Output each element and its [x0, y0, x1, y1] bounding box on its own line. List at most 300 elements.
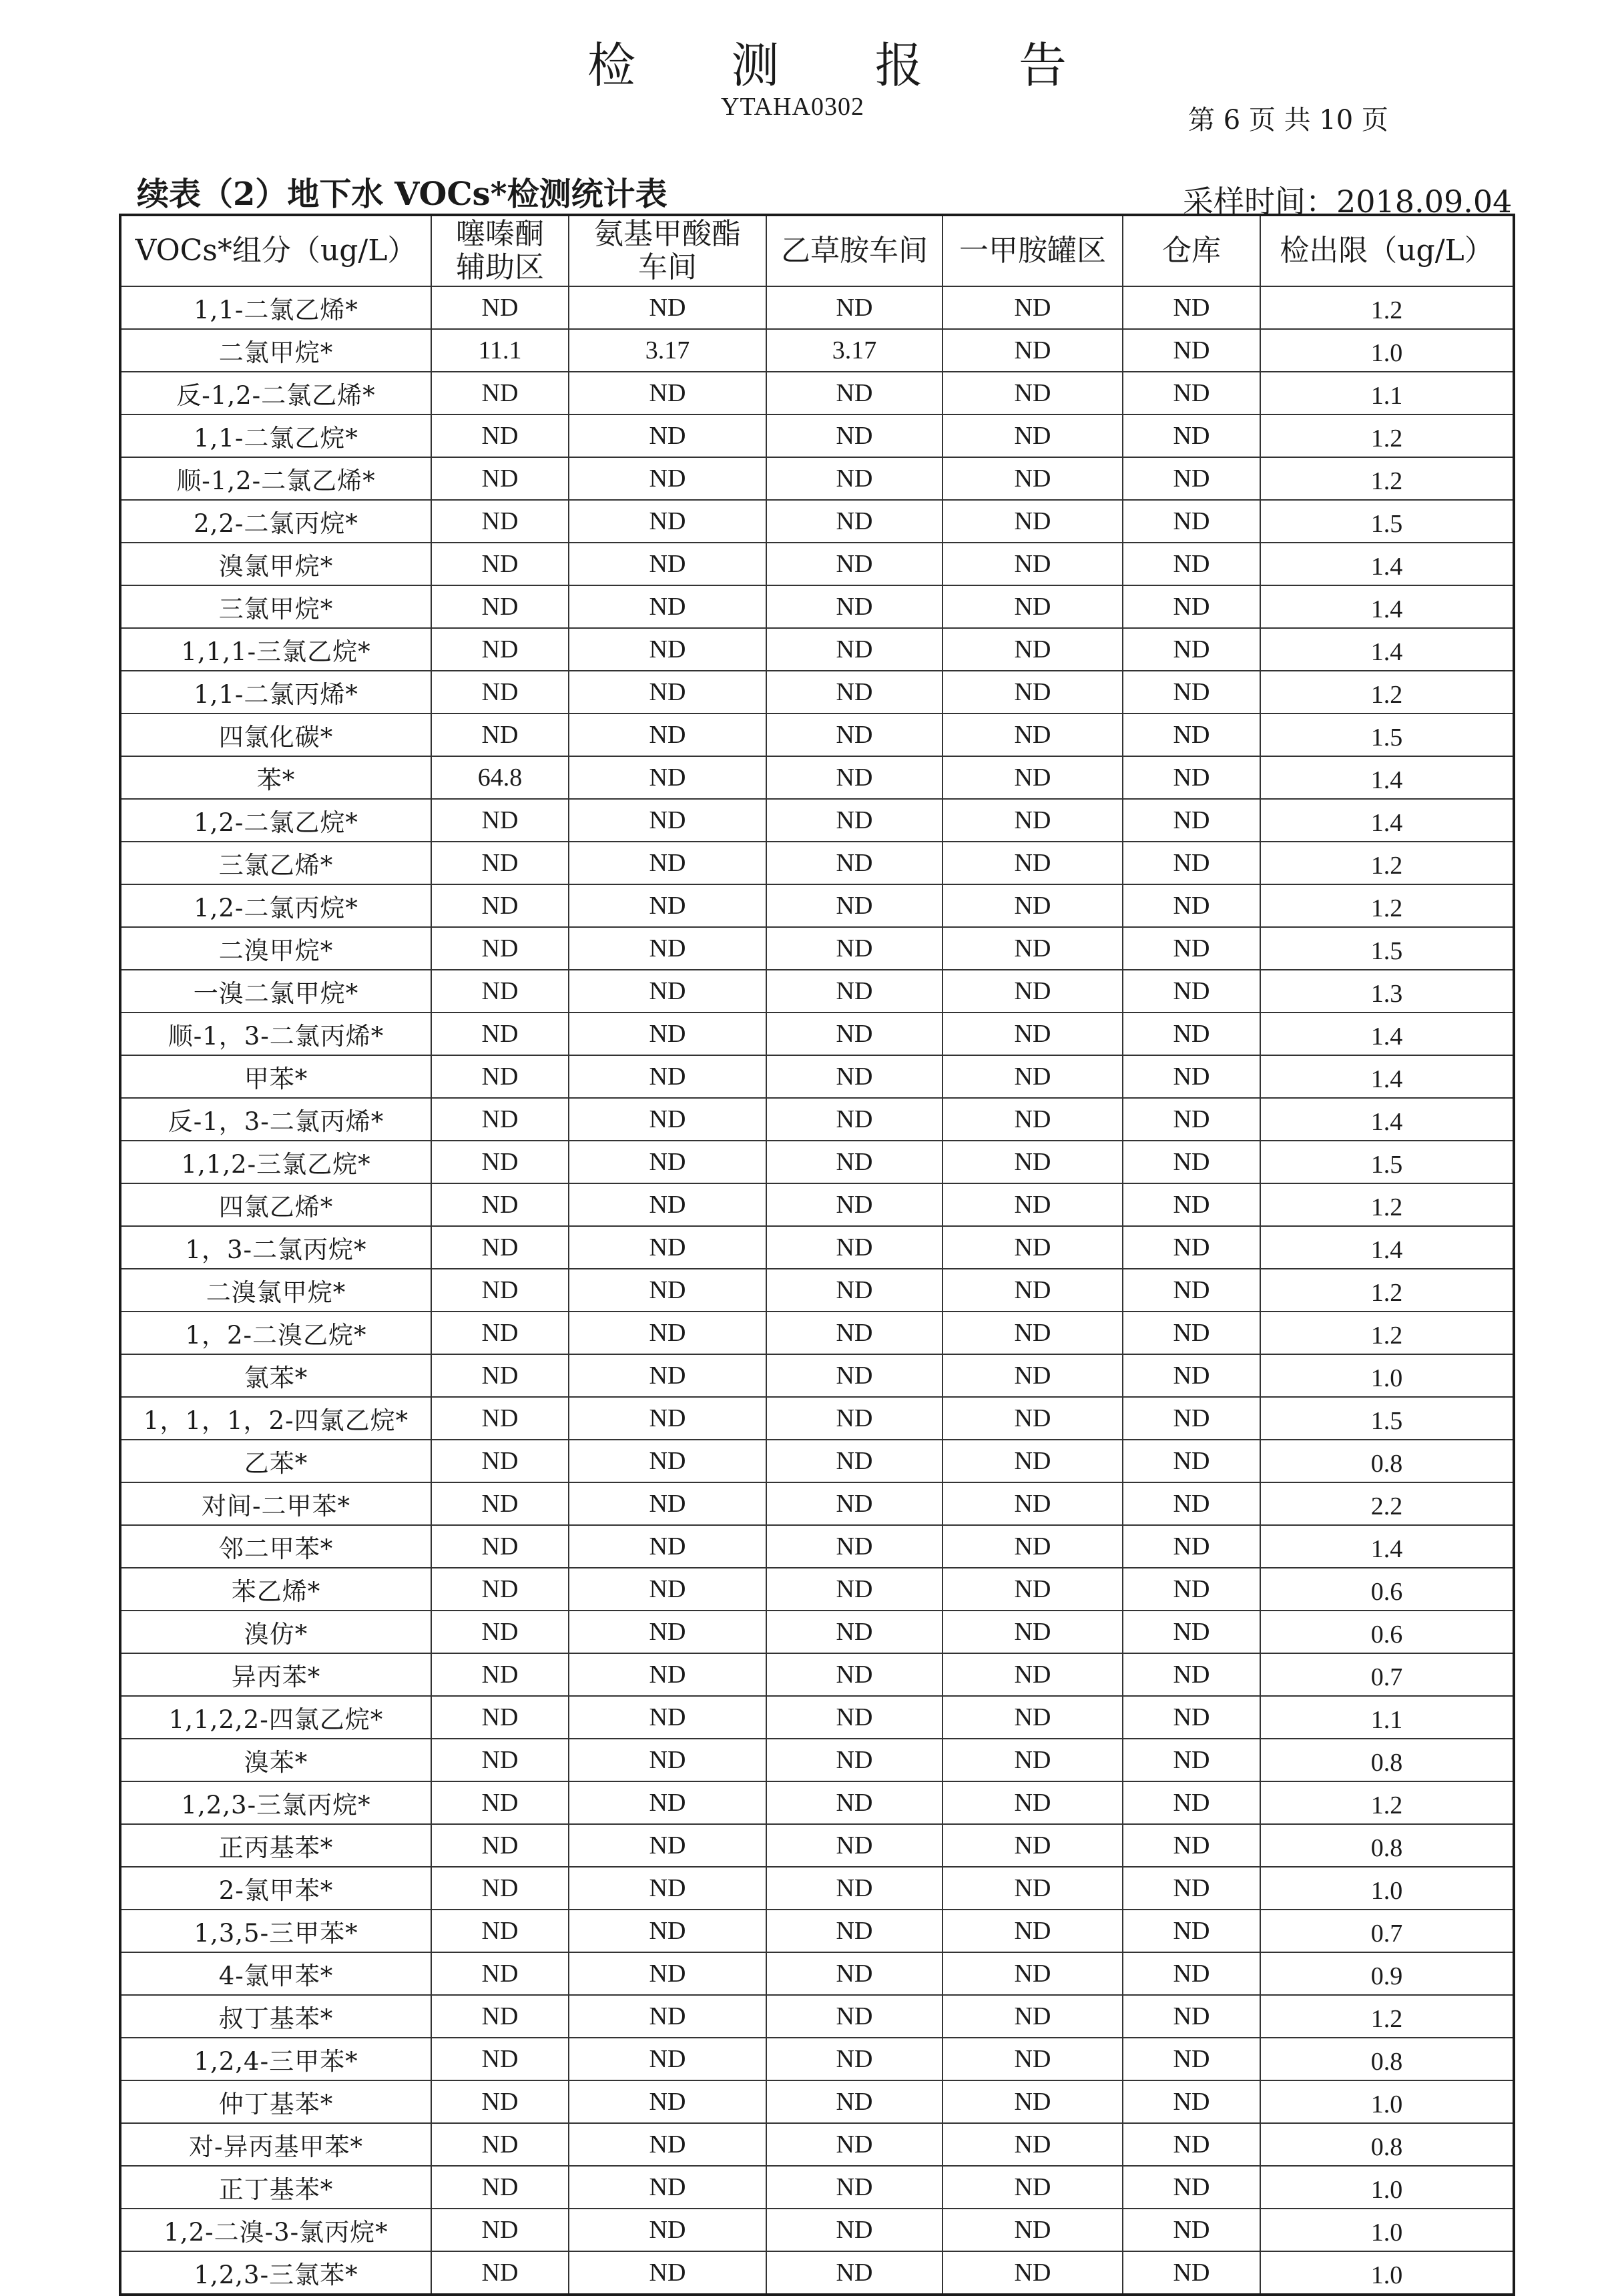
compound-name: 四氯化碳*: [120, 713, 431, 756]
detection-limit: 1.2: [1260, 1312, 1514, 1354]
result-cell: ND: [1123, 1397, 1260, 1440]
detection-limit: 1.4: [1260, 1098, 1514, 1141]
result-cell: ND: [1123, 2166, 1260, 2209]
table-row: [120, 1653, 1514, 1696]
result-cell: ND: [569, 2251, 766, 2295]
result-cell: ND: [569, 1055, 766, 1098]
result-cell: ND: [1123, 1739, 1260, 1781]
result-cell: ND: [943, 1141, 1123, 1183]
table-row: [120, 1354, 1514, 1397]
result-cell: ND: [569, 1312, 766, 1354]
compound-name: 反-1，3-二氯丙烯*: [120, 1098, 431, 1141]
result-cell: ND: [569, 1781, 766, 1824]
detection-limit: 1.0: [1260, 1354, 1514, 1397]
result-cell: ND: [766, 2166, 943, 2209]
title-char: 报: [874, 37, 924, 93]
compound-name: 溴苯*: [120, 1739, 431, 1781]
compound-name: 异丙苯*: [120, 1653, 431, 1696]
detection-limit: 1.5: [1260, 1141, 1514, 1183]
result-cell: ND: [431, 927, 569, 970]
result-cell: ND: [943, 884, 1123, 927]
result-cell: ND: [569, 1482, 766, 1525]
compound-name: 1,2,3-三氯丙烷*: [120, 1781, 431, 1824]
result-cell: ND: [569, 1995, 766, 2038]
result-cell: ND: [943, 1568, 1123, 1611]
result-cell: ND: [431, 1611, 569, 1653]
result-cell: ND: [1123, 1013, 1260, 1055]
result-cell: ND: [1123, 2123, 1260, 2166]
result-cell: ND: [943, 414, 1123, 457]
result-cell: ND: [1123, 1141, 1260, 1183]
compound-name: 2,2-二氯丙烷*: [120, 500, 431, 543]
compound-name: 甲苯*: [120, 1055, 431, 1098]
result-cell: ND: [943, 671, 1123, 713]
table-row: [120, 1183, 1514, 1226]
result-cell: ND: [1123, 1312, 1260, 1354]
compound-name: 1,2,3-三氯苯*: [120, 2251, 431, 2295]
result-cell: ND: [943, 756, 1123, 799]
column-header-line: 检出限（ug/L）: [1280, 234, 1494, 268]
result-cell: ND: [569, 884, 766, 927]
result-cell: ND: [1123, 1867, 1260, 1910]
result-cell: ND: [943, 2123, 1123, 2166]
result-cell: ND: [943, 1183, 1123, 1226]
result-cell: ND: [431, 1696, 569, 1739]
column-header-line: 噻嗪酮: [456, 217, 544, 251]
detection-limit: 1.0: [1260, 2251, 1514, 2295]
result-cell: ND: [766, 1910, 943, 1952]
result-cell: ND: [431, 1568, 569, 1611]
result-cell: ND: [569, 2080, 766, 2123]
table-row: [120, 1952, 1514, 1995]
detection-limit: 1.4: [1260, 1013, 1514, 1055]
result-cell: ND: [1123, 1781, 1260, 1824]
result-cell: ND: [1123, 2251, 1260, 2295]
result-cell: ND: [569, 543, 766, 585]
detection-limit: 1.2: [1260, 884, 1514, 927]
table-row: [120, 2080, 1514, 2123]
result-cell: ND: [569, 500, 766, 543]
result-cell: ND: [766, 286, 943, 329]
result-cell: ND: [431, 1995, 569, 2038]
result-cell: ND: [1123, 286, 1260, 329]
result-cell: ND: [569, 2166, 766, 2209]
table-row: [120, 329, 1514, 372]
detection-limit: 0.8: [1260, 1739, 1514, 1781]
result-cell: ND: [431, 500, 569, 543]
result-cell: ND: [943, 1269, 1123, 1312]
result-cell: ND: [766, 884, 943, 927]
result-cell: ND: [943, 1867, 1123, 1910]
result-cell: ND: [943, 1397, 1123, 1440]
table-row: [120, 1568, 1514, 1611]
compound-name: 1,1-二氯乙烷*: [120, 414, 431, 457]
result-cell: ND: [1123, 2080, 1260, 2123]
report-code: YTAHA0302: [721, 93, 864, 121]
compound-name: 苯乙烯*: [120, 1568, 431, 1611]
table-row: [120, 927, 1514, 970]
result-cell: ND: [569, 713, 766, 756]
result-cell: ND: [1123, 1354, 1260, 1397]
column-header-line: 一甲胺罐区: [959, 234, 1106, 268]
detection-limit: 1.4: [1260, 1055, 1514, 1098]
result-cell: ND: [943, 799, 1123, 842]
column-header-line: 乙草胺车间: [781, 234, 928, 268]
result-cell: ND: [943, 1739, 1123, 1781]
result-cell: ND: [1123, 2209, 1260, 2251]
result-cell: ND: [569, 799, 766, 842]
table-row: [120, 500, 1514, 543]
compound-name: 1，3-二氯丙烷*: [120, 1226, 431, 1269]
result-cell: ND: [431, 1098, 569, 1141]
result-cell: ND: [943, 970, 1123, 1013]
result-cell: ND: [1123, 1055, 1260, 1098]
result-cell: ND: [943, 1525, 1123, 1568]
result-cell: ND: [766, 1226, 943, 1269]
result-cell: ND: [431, 1269, 569, 1312]
table-row: [120, 1525, 1514, 1568]
result-cell: ND: [766, 1781, 943, 1824]
compound-name: 1,1,2,2-四氯乙烷*: [120, 1696, 431, 1739]
table-row: [120, 372, 1514, 414]
result-cell: ND: [431, 2080, 569, 2123]
result-cell: ND: [943, 1653, 1123, 1696]
column-header: [431, 215, 569, 286]
result-cell: ND: [1123, 756, 1260, 799]
detection-limit: 1.1: [1260, 1696, 1514, 1739]
result-cell: ND: [943, 585, 1123, 628]
result-cell: ND: [431, 1653, 569, 1696]
result-cell: ND: [1123, 1952, 1260, 1995]
result-cell: ND: [1123, 1824, 1260, 1867]
result-cell: ND: [766, 927, 943, 970]
table-row: [120, 2166, 1514, 2209]
table-row: [120, 543, 1514, 585]
result-cell: ND: [431, 2123, 569, 2166]
result-cell: ND: [943, 1611, 1123, 1653]
result-cell: ND: [431, 2166, 569, 2209]
compound-name: 对间-二甲苯*: [120, 1482, 431, 1525]
table-row: [120, 1995, 1514, 2038]
table-row: [120, 884, 1514, 927]
result-cell: ND: [569, 1183, 766, 1226]
result-cell: ND: [1123, 1226, 1260, 1269]
result-cell: ND: [1123, 329, 1260, 372]
column-header-line: 车间: [638, 250, 697, 284]
compound-name: 1,3,5-三甲苯*: [120, 1910, 431, 1952]
column-header: [1260, 215, 1514, 286]
title-char: 检: [587, 37, 637, 93]
column-header: [569, 215, 766, 286]
result-cell: ND: [1123, 799, 1260, 842]
result-cell: ND: [431, 1525, 569, 1568]
result-cell: ND: [569, 1696, 766, 1739]
detection-limit: 1.2: [1260, 457, 1514, 500]
result-cell: ND: [569, 1653, 766, 1696]
result-cell: ND: [1123, 1098, 1260, 1141]
detection-limit: 1.0: [1260, 2080, 1514, 2123]
result-cell: ND: [943, 2251, 1123, 2295]
result-cell: ND: [943, 1440, 1123, 1482]
result-cell: ND: [569, 372, 766, 414]
result-cell: ND: [766, 543, 943, 585]
result-cell: ND: [431, 2209, 569, 2251]
table-row: [120, 585, 1514, 628]
result-cell: ND: [943, 2038, 1123, 2080]
result-cell: ND: [943, 1354, 1123, 1397]
table-row: [120, 1269, 1514, 1312]
compound-name: 二溴氯甲烷*: [120, 1269, 431, 1312]
table-row: [120, 2123, 1514, 2166]
result-cell: ND: [1123, 713, 1260, 756]
result-cell: ND: [766, 372, 943, 414]
result-cell: ND: [569, 970, 766, 1013]
result-cell: ND: [766, 1183, 943, 1226]
compound-name: 溴氯甲烷*: [120, 543, 431, 585]
result-cell: ND: [431, 1183, 569, 1226]
result-cell: ND: [766, 1952, 943, 1995]
result-cell: ND: [431, 2038, 569, 2080]
result-cell: ND: [766, 585, 943, 628]
result-cell: ND: [431, 1952, 569, 1995]
result-cell: ND: [569, 1226, 766, 1269]
result-cell: ND: [766, 1312, 943, 1354]
result-cell: ND: [431, 628, 569, 671]
table-row: [120, 1739, 1514, 1781]
compound-name: 四氯乙烯*: [120, 1183, 431, 1226]
result-cell: ND: [1123, 1995, 1260, 2038]
table-row: [120, 286, 1514, 329]
result-cell: ND: [431, 1397, 569, 1440]
table-row: [120, 628, 1514, 671]
compound-name: 叔丁基苯*: [120, 1995, 431, 2038]
result-cell: ND: [431, 1824, 569, 1867]
table-row: [120, 1611, 1514, 1653]
compound-name: 溴仿*: [120, 1611, 431, 1653]
result-cell: ND: [766, 2123, 943, 2166]
title-char: 告: [1018, 37, 1068, 93]
result-cell: ND: [431, 2251, 569, 2295]
result-cell: ND: [569, 842, 766, 884]
result-cell: ND: [431, 884, 569, 927]
result-cell: ND: [1123, 884, 1260, 927]
result-cell: ND: [431, 1013, 569, 1055]
result-cell: ND: [766, 2209, 943, 2251]
result-cell: 11.1: [431, 329, 569, 372]
compound-name: 氯苯*: [120, 1354, 431, 1397]
result-cell: ND: [766, 2251, 943, 2295]
page-number: 第 6 页 共 10 页: [1188, 105, 1388, 135]
detection-limit: 1.2: [1260, 414, 1514, 457]
result-cell: ND: [766, 970, 943, 1013]
compound-name: 1，2-二溴乙烷*: [120, 1312, 431, 1354]
table-row: [120, 2038, 1514, 2080]
result-cell: ND: [943, 1824, 1123, 1867]
result-cell: ND: [569, 2209, 766, 2251]
title-char: 测: [731, 37, 781, 93]
result-cell: ND: [943, 2080, 1123, 2123]
result-cell: ND: [766, 1482, 943, 1525]
result-cell: ND: [766, 2080, 943, 2123]
result-cell: ND: [766, 756, 943, 799]
result-cell: ND: [1123, 970, 1260, 1013]
result-cell: ND: [569, 1867, 766, 1910]
table-header: [120, 215, 1514, 286]
result-cell: ND: [943, 2166, 1123, 2209]
result-cell: ND: [943, 500, 1123, 543]
result-cell: ND: [766, 713, 943, 756]
compound-name: 顺-1，3-二氯丙烯*: [120, 1013, 431, 1055]
detection-limit: 1.4: [1260, 1525, 1514, 1568]
result-cell: ND: [766, 1995, 943, 2038]
compound-name: 1,2,4-三甲苯*: [120, 2038, 431, 2080]
table-row: [120, 1013, 1514, 1055]
result-cell: ND: [766, 2038, 943, 2080]
compound-name: 1,2-二氯乙烷*: [120, 799, 431, 842]
result-cell: ND: [766, 1653, 943, 1696]
table-row: [120, 970, 1514, 1013]
table-row: [120, 1141, 1514, 1183]
result-cell: ND: [569, 1141, 766, 1183]
result-cell: ND: [569, 1611, 766, 1653]
result-cell: ND: [766, 1568, 943, 1611]
result-cell: ND: [431, 799, 569, 842]
result-cell: ND: [431, 543, 569, 585]
result-cell: ND: [943, 1482, 1123, 1525]
table-caption: 续表（2）地下水 VOCs*检测统计表: [137, 176, 667, 213]
table-row: [120, 1696, 1514, 1739]
result-cell: ND: [569, 457, 766, 500]
result-cell: ND: [431, 970, 569, 1013]
result-cell: ND: [766, 1269, 943, 1312]
column-header-line: 仓库: [1162, 234, 1221, 268]
compound-name: 1，1，1，2-四氯乙烷*: [120, 1397, 431, 1440]
result-cell: ND: [569, 1098, 766, 1141]
result-cell: ND: [1123, 1269, 1260, 1312]
result-cell: ND: [1123, 543, 1260, 585]
result-cell: ND: [569, 1739, 766, 1781]
result-cell: ND: [1123, 414, 1260, 457]
result-cell: ND: [766, 414, 943, 457]
compound-name: 邻二甲苯*: [120, 1525, 431, 1568]
column-header: [1123, 215, 1260, 286]
table-row: [120, 1098, 1514, 1141]
result-cell: ND: [1123, 1611, 1260, 1653]
table-row: [120, 1055, 1514, 1098]
result-cell: ND: [766, 1440, 943, 1482]
result-cell: 3.17: [766, 329, 943, 372]
result-cell: ND: [1123, 1653, 1260, 1696]
column-header: [943, 215, 1123, 286]
result-cell: ND: [1123, 671, 1260, 713]
result-cell: ND: [943, 1910, 1123, 1952]
result-cell: ND: [431, 1354, 569, 1397]
compound-name: 正丙基苯*: [120, 1824, 431, 1867]
compound-name: 正丁基苯*: [120, 2166, 431, 2209]
result-cell: ND: [943, 329, 1123, 372]
result-cell: ND: [766, 799, 943, 842]
detection-limit: 1.4: [1260, 543, 1514, 585]
detection-limit: 1.2: [1260, 842, 1514, 884]
compound-name: 1,1,1-三氯乙烷*: [120, 628, 431, 671]
result-cell: ND: [766, 842, 943, 884]
result-cell: ND: [431, 1910, 569, 1952]
result-cell: ND: [766, 1824, 943, 1867]
result-cell: ND: [1123, 1910, 1260, 1952]
detection-limit: 1.2: [1260, 1995, 1514, 2038]
result-cell: ND: [943, 372, 1123, 414]
table-row: [120, 1781, 1514, 1824]
detection-limit: 1.0: [1260, 1867, 1514, 1910]
result-cell: ND: [766, 1055, 943, 1098]
table-row: [120, 1482, 1514, 1525]
compound-name: 二溴甲烷*: [120, 927, 431, 970]
result-cell: ND: [569, 585, 766, 628]
result-cell: ND: [431, 713, 569, 756]
result-cell: ND: [569, 1440, 766, 1482]
result-cell: ND: [943, 1312, 1123, 1354]
result-cell: ND: [943, 1226, 1123, 1269]
table-row: [120, 799, 1514, 842]
result-cell: ND: [943, 628, 1123, 671]
compound-name: 一溴二氯甲烷*: [120, 970, 431, 1013]
column-header: [120, 215, 431, 286]
column-header: [766, 215, 943, 286]
result-cell: ND: [943, 842, 1123, 884]
result-cell: ND: [1123, 1568, 1260, 1611]
table-row: [120, 2209, 1514, 2251]
result-cell: ND: [569, 1824, 766, 1867]
detection-limit: 1.5: [1260, 927, 1514, 970]
detection-limit: 1.4: [1260, 628, 1514, 671]
detection-limit: 0.7: [1260, 1653, 1514, 1696]
result-cell: ND: [766, 1141, 943, 1183]
result-cell: ND: [766, 1696, 943, 1739]
result-cell: ND: [431, 1055, 569, 1098]
result-cell: ND: [766, 1098, 943, 1141]
table-row: [120, 414, 1514, 457]
result-cell: ND: [569, 756, 766, 799]
result-cell: ND: [766, 1611, 943, 1653]
result-cell: ND: [569, 1013, 766, 1055]
result-cell: ND: [431, 457, 569, 500]
detection-limit: 0.9: [1260, 1952, 1514, 1995]
compound-name: 二氯甲烷*: [120, 329, 431, 372]
result-cell: ND: [431, 671, 569, 713]
table-row: [120, 1440, 1514, 1482]
result-cell: ND: [1123, 372, 1260, 414]
compound-name: 2-氯甲苯*: [120, 1867, 431, 1910]
result-cell: ND: [431, 286, 569, 329]
result-cell: ND: [943, 713, 1123, 756]
table-row: [120, 1312, 1514, 1354]
result-cell: 3.17: [569, 329, 766, 372]
detection-limit: 1.2: [1260, 1269, 1514, 1312]
detection-limit: 0.8: [1260, 2038, 1514, 2080]
result-cell: 64.8: [431, 756, 569, 799]
detection-limit: 1.5: [1260, 1397, 1514, 1440]
result-cell: ND: [431, 1739, 569, 1781]
table-row: [120, 842, 1514, 884]
table-row: [120, 2251, 1514, 2295]
result-cell: ND: [1123, 585, 1260, 628]
result-cell: ND: [943, 1098, 1123, 1141]
compound-name: 1,1-二氯乙烯*: [120, 286, 431, 329]
result-cell: ND: [1123, 1482, 1260, 1525]
detection-limit: 1.2: [1260, 1183, 1514, 1226]
result-cell: ND: [766, 457, 943, 500]
table-row: [120, 1910, 1514, 1952]
